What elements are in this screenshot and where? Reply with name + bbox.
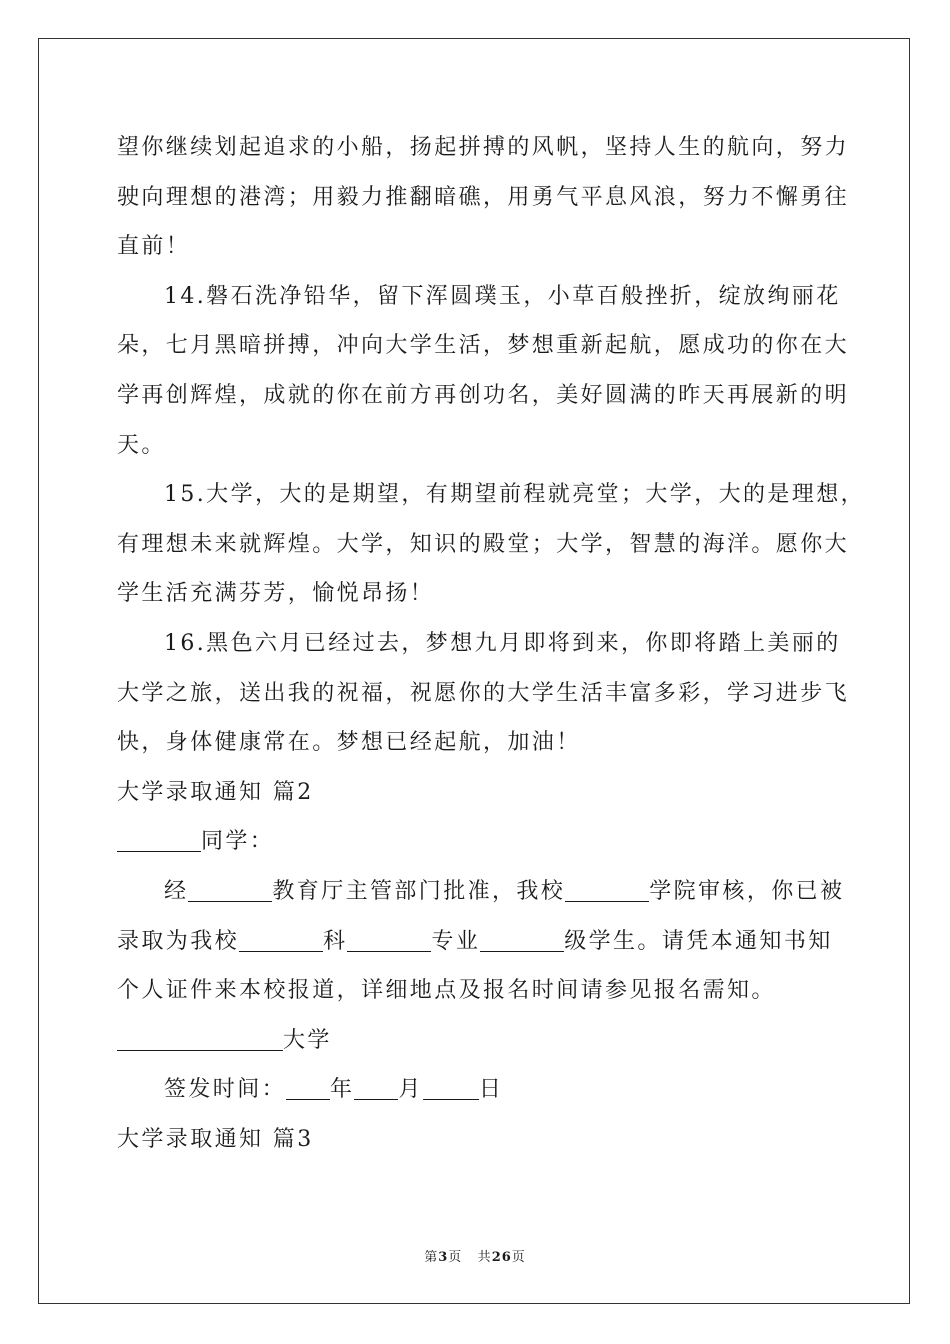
page-number: 3 — [438, 1250, 449, 1265]
year-label: 年 — [330, 1077, 355, 1103]
year-blank — [286, 1077, 330, 1100]
text-line: 大学之旅，送出我的祝福，祝愿你的大学生活丰富多彩，学习进步飞 — [117, 680, 850, 706]
month-label: 月 — [398, 1077, 423, 1103]
text-line: 驶向理想的港湾；用毅力推翻暗礁，用勇气平息风浪，努力不懈勇往 — [117, 184, 850, 210]
notice-text: 级学生。请凭本通知书知 — [564, 928, 833, 954]
notice-text: 科 — [323, 928, 348, 954]
text-line: 直前！ — [117, 234, 191, 260]
university-signature-line — [117, 1016, 857, 1066]
document-body — [117, 123, 865, 1164]
paragraph-14 — [117, 272, 857, 470]
text-line: 学生活充满芬芳，愉悦昂扬！ — [117, 581, 435, 607]
grade-blank — [480, 929, 564, 952]
major-blank — [347, 929, 431, 952]
text-line: 朵，七月黑暗拼搏，冲向大学生活，梦想重新起航，愿成功的你在大 — [117, 333, 850, 359]
notice-text: 经 — [164, 878, 189, 904]
page-footer — [0, 1246, 950, 1265]
section-heading: 大学录取通知 篇3 — [117, 1126, 314, 1152]
footer-text: 第 — [424, 1250, 439, 1265]
university-blank — [117, 1028, 283, 1051]
date-label: 签发时间： — [164, 1077, 287, 1103]
text-line: 快，身体健康常在。梦想已经起航，加油！ — [117, 730, 581, 756]
text-line: 学再创辉煌，成就的你在前方再创功名，美好圆满的昨天再展新的明 — [117, 382, 850, 408]
notice-text: 录取为我校 — [117, 928, 240, 954]
footer-text: 页 — [511, 1250, 526, 1265]
day-label: 日 — [478, 1077, 504, 1103]
notice-salutation — [117, 817, 857, 867]
notice-line — [117, 867, 857, 917]
text-line: 15.大学，大的是期望，有期望前程就亮堂；大学，大的是理想， — [164, 482, 865, 508]
name-blank — [117, 829, 201, 852]
level-blank — [239, 929, 323, 952]
notice-text: 教育厅主管部门批准，我校 — [272, 878, 566, 904]
paragraph-13-tail — [117, 123, 857, 272]
university-label: 大学 — [283, 1027, 332, 1053]
total-pages: 26 — [491, 1250, 512, 1265]
text-line: 有理想未来就辉煌。大学，知识的殿堂；大学，智慧的海洋。愿你大 — [117, 531, 850, 557]
text-line: 望你继续划起追求的小船，扬起拼搏的风帆，坚持人生的航向，努力 — [117, 135, 850, 160]
notice-line — [117, 917, 857, 967]
footer-text: 页 — [448, 1250, 463, 1265]
notice-text: 专业 — [431, 928, 481, 954]
text-line: 14.磐石洗净铅华，留下浑圆璞玉，小草百般挫折，绽放绚丽花 — [164, 283, 841, 309]
month-blank — [354, 1077, 398, 1100]
salutation-text: 同学： — [201, 829, 275, 855]
college-blank — [565, 879, 649, 902]
paragraph-16 — [117, 619, 857, 768]
day-blank — [423, 1077, 479, 1100]
notice-line: 个人证件来本校报道，详细地点及报名时间请参见报名需知。 — [117, 978, 776, 1004]
text-line: 16.黑色六月已经过去，梦想九月即将到来，你即将踏上美丽的 — [164, 630, 841, 656]
text-line: 天。 — [117, 432, 166, 458]
province-blank — [188, 879, 272, 902]
issue-date-line — [117, 1065, 857, 1115]
notice-text: 学院审核，你已被 — [649, 878, 845, 904]
footer-text: 共 — [477, 1250, 492, 1265]
section-heading: 大学录取通知 篇2 — [117, 779, 314, 805]
paragraph-15 — [117, 470, 865, 619]
